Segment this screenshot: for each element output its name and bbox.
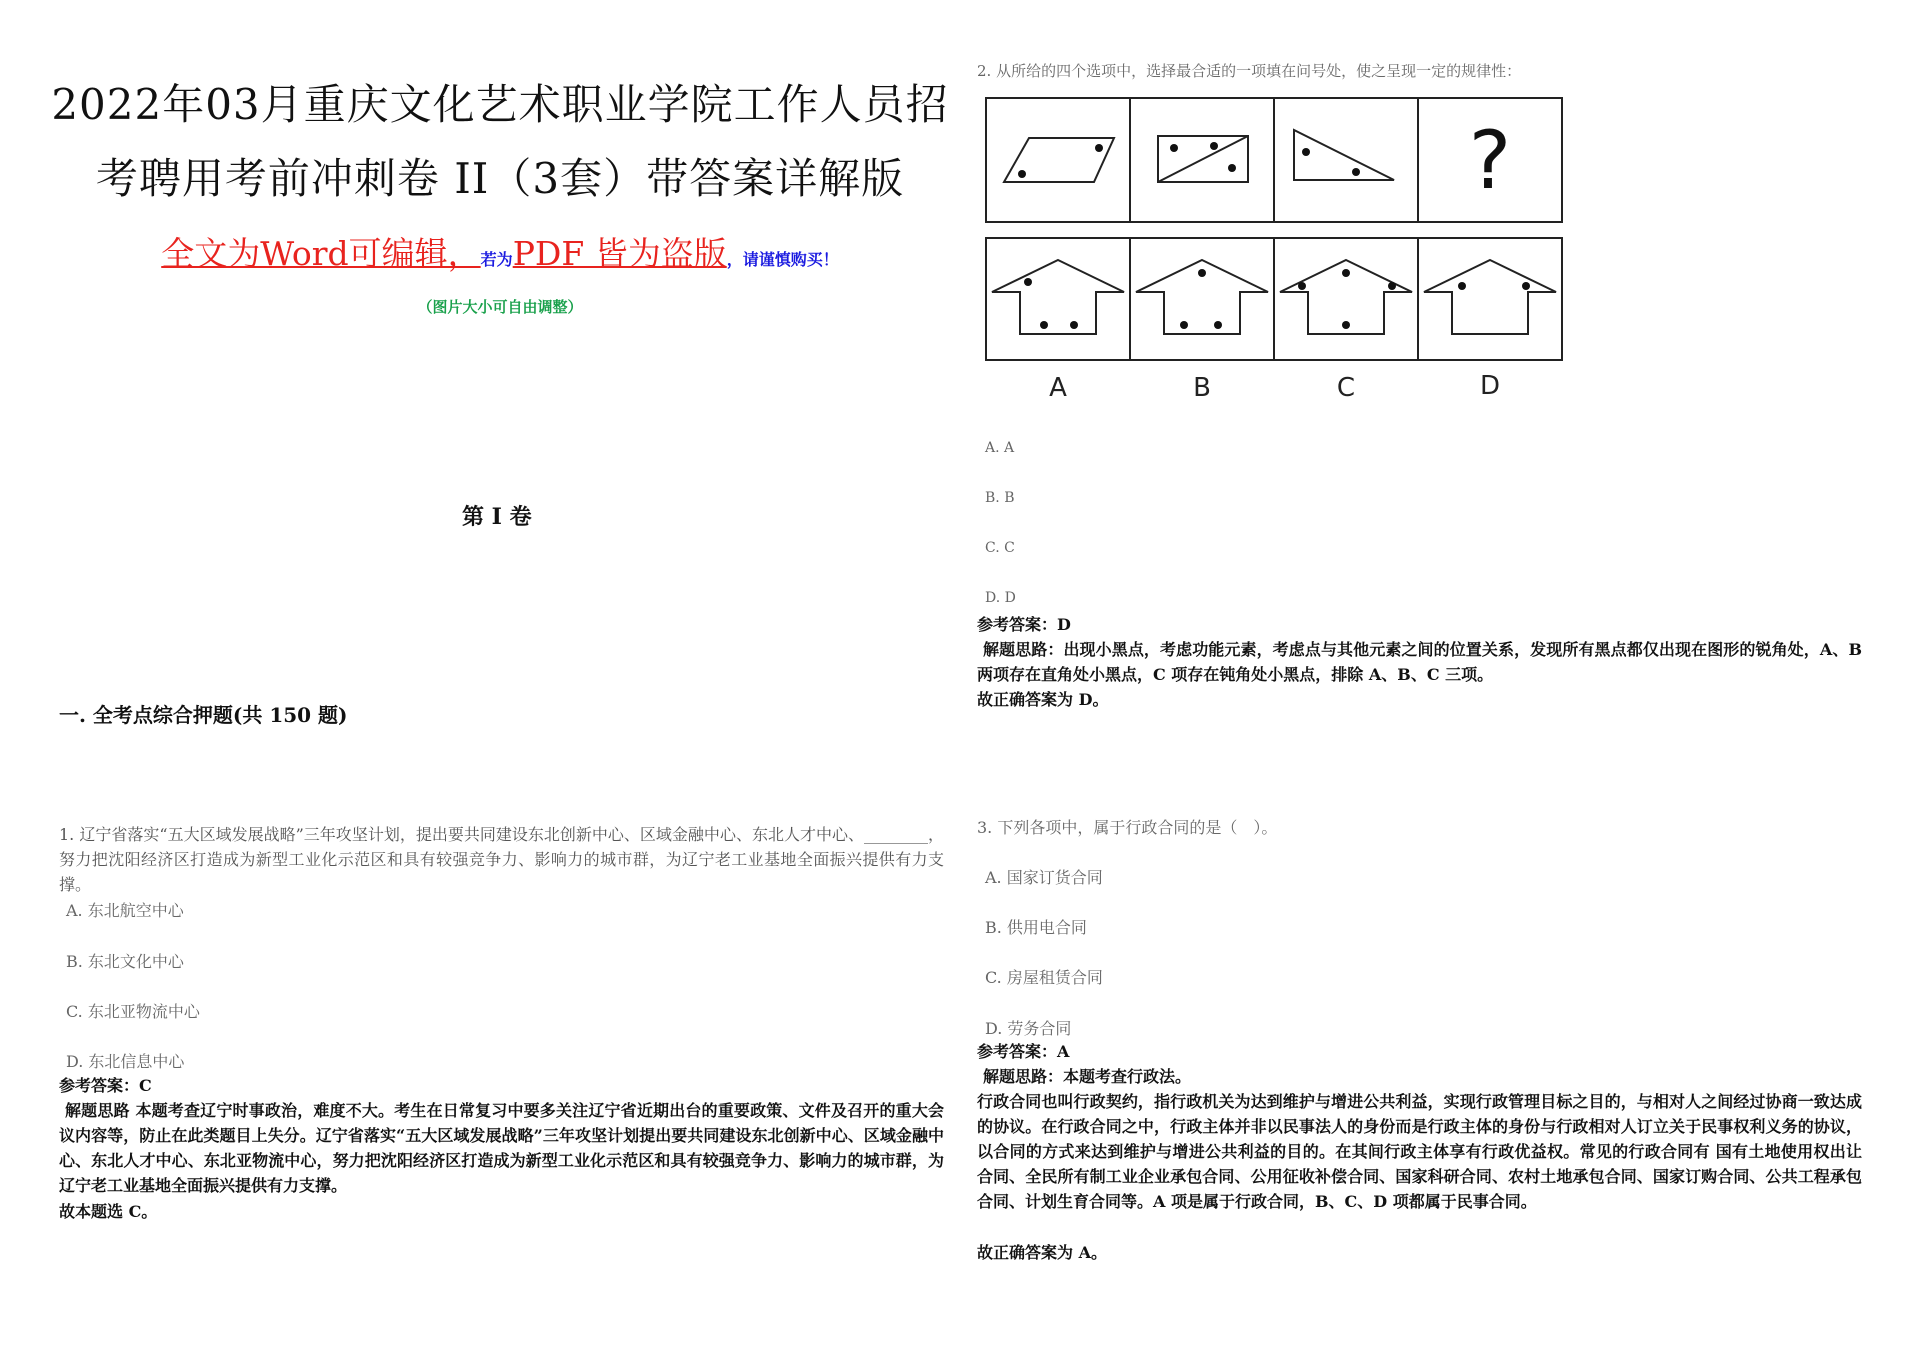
q3-option-b[interactable]: B. 供用电合同 [985,918,1087,937]
q2-stem: 2. 从所给的四个选项中，选择最合适的一项填在问号处，使之呈现一定的规律性： [977,62,1522,80]
section-heading: 一. 全考点综合押题(共 150 题) [59,703,348,727]
arrow-shape-d [1424,260,1556,334]
doc-title-line1: 2022年03月重庆文化艺术职业学院工作人员招 [51,80,949,129]
q3-option-d[interactable]: D. 劳务合同 [985,1019,1072,1038]
image-resize-note: （图片大小可自由调整） [417,298,583,316]
q1-option-d[interactable]: D. 东北信息中心 [66,1052,185,1071]
q1-answer: 参考答案：C [59,1076,152,1095]
q1-option-a[interactable]: A. 东北航空中心 [66,901,184,920]
arrow-shape-a [992,260,1124,334]
q2-option-b[interactable]: B. B [985,490,1015,506]
triangle-shape [1294,130,1394,180]
notice-pirated: PDF 皆为盗版 [512,234,727,273]
notice-editable: 全文为Word可编辑， [161,234,481,273]
q2-conclusion: 故正确答案为 D。 [977,690,1109,709]
volume-heading: 第 I 卷 [462,504,532,530]
q3-option-c[interactable]: C. 房屋租赁合同 [985,968,1103,987]
q3-answer: 参考答案：A [977,1042,1070,1061]
figure-label-a: A [1049,373,1067,403]
q2-option-d[interactable]: D. D [985,590,1016,606]
notice-if: 若为 [480,250,513,269]
q1-conclusion: 故本题选 C。 [59,1202,158,1221]
q3-explanation-head: 解题思路：本题考查行政法。 [983,1067,1192,1086]
q3-conclusion: 故正确答案为 A。 [977,1243,1107,1262]
q1-stem: 1. 辽宁省落实“五大区域发展战略”三年攻坚计划，提出要共同建设东北创新中心、区域金融中心、东北人才中心、________，努力把沈阳经济区打造成为新型工业化示范区和具有较强竞争力、影响力的城市群，为辽宁老工业基地全面振兴提供有力支撑。 [59,825,944,894]
q2-option-a[interactable]: A. A [985,440,1015,456]
q3-explanation: 行政合同也叫行政契约，指行政机关为达到维护与增进公共利益，实现行政管理目标之目的，与相对人之间经过协商一致达成的协议。在行政合同之中，行政主体并非以民事法人的身份而是行政主体的身份与行政相对人订立关于民事权利义务的协议，以合同的方式来达到维护与增进公共利益的目的。在其间行政主体享有行政优益权。常见的行政合同有 国有土地使用权出让合同、全民所有制工业企业承包合同、公用征收补偿合同、国家科研合同、农村土地承包合同、国家订购合同、公共工程承包合同、计划生育合同等。A 项是属于行政合同，B、C、D 项都属于民事合同。 [977,1092,1862,1211]
q1-option-c[interactable]: C. 东北亚物流中心 [66,1002,200,1021]
q2-answer: 参考答案：D [977,615,1071,634]
q2-explanation: 解题思路：出现小黑点，考虑功能元素，考虑点与其他元素之间的位置关系，发现所有黑点都仅出现在图形的锐角处，A、B 两项存在直角处小黑点，C 项存在钝角处小黑点，排除 A、B、C 三项。 [977,640,1862,684]
figure-label-d: D [1479,371,1501,401]
q3-stem: 3. 下列各项中，属于行政合同的是（ ）。 [977,818,1278,837]
q3-option-a[interactable]: A. 国家订货合同 [985,868,1103,887]
q1-option-b[interactable]: B. 东北文化中心 [66,952,184,971]
notice-careful: ，请谨慎购买！ [726,250,839,269]
figure-label-c: C [1336,373,1356,403]
figure-label-b: B [1193,373,1211,403]
doc-title-line2: 考聘用考前冲刺卷 II（3套）带答案详解版 [95,154,905,203]
q2-option-c[interactable]: C. C [985,540,1015,556]
question-mark: ? [1468,114,1512,207]
q1-explanation: 解题思路 本题考查辽宁时事政治，难度不大。考生在日常复习中要多关注辽宁省近期出台的重要政策、文件及召开的重大会议内容等，防止在此类题目上失分。辽宁省落实“五大区域发展战略”三年攻坚计划提出要共同建设东北创新中心、区域金融中心、东北人才中心、东北亚物流中心，努力把沈阳经济区打造成为新型工业化示范区和具有较强竞争力、影响力的城市群，为辽宁老工业基地全面振兴提供有力支撑。 [59,1101,944,1195]
word-notice [50,228,950,275]
q2-figure [984,96,1564,406]
